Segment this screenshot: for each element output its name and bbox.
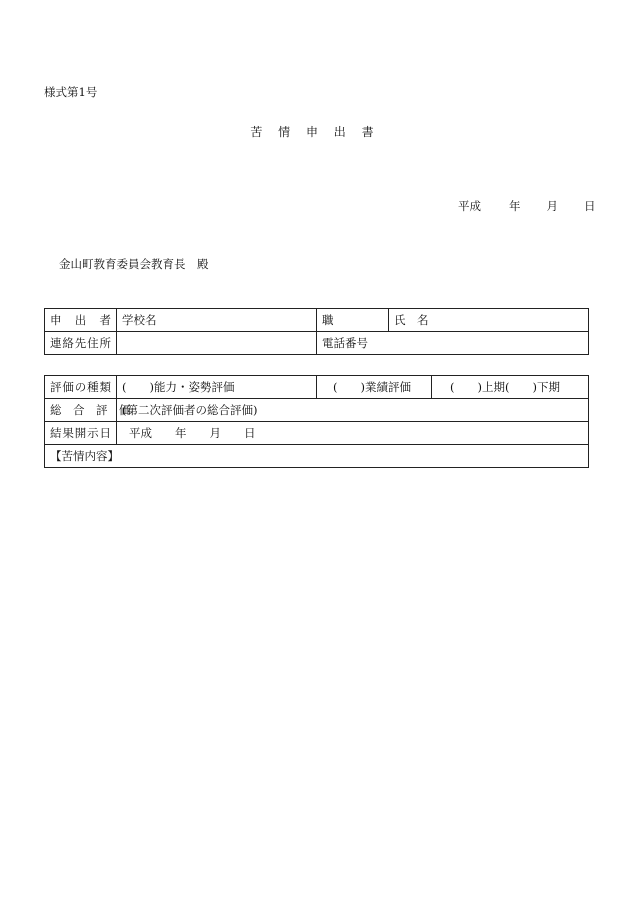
school-name-field[interactable]	[117, 309, 317, 332]
name-label: 氏 名	[394, 313, 429, 327]
result-date-label: 結果開示日	[45, 422, 117, 445]
ability-attitude-option[interactable]: ( )能力・姿勢評価	[117, 376, 317, 399]
applicant-label: 申 出 者	[45, 309, 117, 332]
date-era: 平成	[458, 199, 481, 213]
table-row	[45, 309, 589, 332]
recipient: 金山町教育委員会教育長 殿	[59, 257, 209, 271]
overall-evaluation-label: 総 合 評 価	[45, 399, 117, 422]
position-label: 職	[322, 313, 334, 327]
form-number: 様式第1号	[44, 85, 98, 99]
evaluation-type-label: 評価の種類	[45, 376, 117, 399]
performance-option[interactable]: ( )業績評価	[317, 376, 432, 399]
contact-address-field[interactable]	[117, 332, 317, 355]
table-row	[45, 445, 589, 468]
complaint-content-label: 【苦情内容】	[50, 449, 119, 463]
applicant-table	[44, 308, 589, 355]
submission-date	[458, 198, 596, 214]
phone-field[interactable]	[317, 332, 589, 355]
table-row	[45, 399, 589, 422]
contact-address-label: 連絡先住所	[45, 332, 117, 355]
overall-evaluation-field[interactable]: (第二次評価者の総合評価)	[117, 399, 589, 422]
date-day-unit: 日	[584, 199, 596, 213]
date-month-unit: 月	[546, 199, 558, 213]
period-option[interactable]: ( )上期( )下期	[432, 376, 589, 399]
position-field[interactable]	[317, 309, 389, 332]
result-date-field[interactable]: 平成 年 月 日	[117, 422, 589, 445]
complaint-content-field[interactable]	[45, 445, 589, 468]
document-title: 苦 情 申 出 書	[250, 125, 380, 139]
phone-label: 電話番号	[322, 336, 368, 350]
name-field[interactable]	[389, 309, 589, 332]
evaluation-table	[44, 375, 589, 468]
table-row	[45, 376, 589, 399]
table-row	[45, 332, 589, 355]
date-year-unit: 年	[509, 199, 521, 213]
school-label: 学校名	[122, 313, 157, 327]
table-row	[45, 422, 589, 445]
